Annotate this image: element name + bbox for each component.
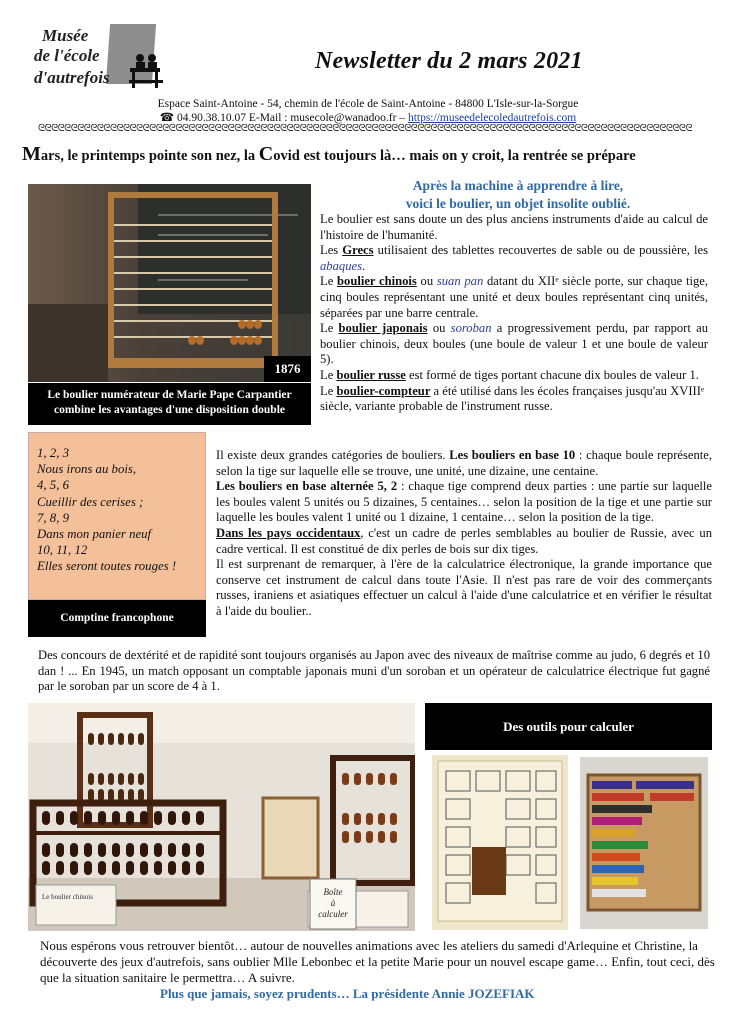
headline-part-1: ars, le printemps pointe son nez, la xyxy=(40,148,259,164)
paragraph-intro: Le boulier est sans doute un des plus anciens instruments d'aide au calcul de l'histoire de l'humanité. xyxy=(320,212,708,242)
comptine-line: 10, 11, 12 xyxy=(37,543,88,558)
signature-line: Plus que jamais, soyez prudents… La présidente Annie JOZEFIAK xyxy=(160,986,535,1001)
postal-address: Espace Saint-Antoine - 54, chemin de l'école de Saint-Antoine - 84800 L'Isle-sur-la-Sorgue xyxy=(157,98,579,110)
box-label-line-1: Boîte xyxy=(323,887,343,897)
abacus-collection-photo xyxy=(28,703,415,931)
comptine-line: 4, 5, 6 xyxy=(37,478,69,493)
subtitle-line-1: Après la machine à apprendre à lire, xyxy=(412,178,624,193)
closing-paragraph: Nous espérons vous retrouver bientôt… autour de nouvelles animations avec les ateliers du samedi d'Arlequine et Christine, la découverte des jeux d'autrefois, sans oublier Mlle Lebonbec et la petite Marie pour un nouvel escape game… Enfin, tout ceci, dès que la situation sanitaire le permettra… A suivre. xyxy=(40,938,715,985)
calculation-board-photo xyxy=(432,755,568,930)
school-desk-icon xyxy=(126,50,166,90)
paragraph-grecs: Les Grecs utilisaient des tablettes recouvertes de sable ou de poussière, les abaques. xyxy=(320,243,708,273)
colored-abacus-photo xyxy=(580,757,708,929)
address-block xyxy=(0,97,736,125)
calculation-board-illustration xyxy=(432,755,568,930)
contact-text: 04.90.38.10.07 E-Mail : musecole@wanadoo.fr – xyxy=(176,112,408,124)
photo-caption xyxy=(28,383,311,425)
phone-icon: ☎ xyxy=(159,112,175,124)
comptine-line: 1, 2, 3 xyxy=(37,446,69,460)
logo-line-1: Musée xyxy=(42,26,89,45)
box-label-line-2: à xyxy=(330,898,336,908)
website-link[interactable]: https://museedelecoledautrefois.com xyxy=(407,112,577,124)
caption-line-2: combine les avantages d'une disposition double xyxy=(53,404,285,416)
contact-line xyxy=(0,111,736,125)
paragraph-japonais: Le boulier japonais ou soroban a progressivement perdu, par rapport au boulier chinois, deux boules (une boule de valeur 1 et une boule de valeur 5). xyxy=(320,321,709,367)
paragraph-categories: Il existe deux grandes catégories de bouliers. Les bouliers en base 10 : chaque boule représente, selon la tige sur laquelle elle se trouve, une unité, une dizaine, une centaine. xyxy=(216,448,713,478)
abacus-collection-illustration xyxy=(28,703,415,931)
abacus-classroom-photo xyxy=(28,184,311,382)
colored-abacus-illustration xyxy=(580,757,708,929)
paragraph-base-alternee: Les bouliers en base alternée 5, 2 : chaque tige comprend deux parties : une partie sur laquelle les boules valent 5 unités ou 5 dizaines, 5 centaines… selon la position de la tige et une partie sur laquelle les boules valent 1 unité ou 1 dizaine, 1 centaine… selon la position de la tige. xyxy=(216,479,712,525)
paragraph-russe: Le boulier russe est formé de tiges portant chacune dix boules de valeur 1. xyxy=(320,367,699,382)
comptine-label: Comptine francophone xyxy=(28,600,206,637)
year-badge: 1876 xyxy=(264,356,311,382)
paragraph-compteur: Le boulier-compteur a été utilisé dans les écoles françaises jusqu'au XVIIIᵉ siècle, variante probable de l'instrument russe. xyxy=(320,383,705,414)
logo-line-3: d'autrefois xyxy=(34,68,110,87)
comptine-line: Elles seront toutes rouges ! xyxy=(37,559,177,574)
ornamental-divider: ᘓᘓᘓᘓᘓᘓᘓᘓᘓᘓᘓᘓᘓᘓᘓᘓᘓᘓᘓᘓᘓᘓᘓᘓᘓᘓᘓᘓᘓᘓᘓᘓᘓᘓᘓᘓᘓᘓᘓᘓᘓᘓᘓᘓᘓᘓᘓᘓᘓᘓᘓᘓᘓᘓᘓᘓᘓᘓᘓᘓᘓᘓᘓᘓᘓᘓᘓᘓᘓᘓᘓᘓᘓᘓᘓᘓᘓᘓᘓᘓᘓᘓᘓᘓᘓᘓᘓᘓᘓᘓᘓᘓᘓᘓᘓᘓᘓᘓᘓᘓ xyxy=(38,124,692,134)
article-subtitle xyxy=(316,177,720,213)
gallery-label: Des outils pour calculer xyxy=(425,703,712,750)
article-text-top xyxy=(320,212,708,415)
newsletter-title: Newsletter du 2 mars 2021 xyxy=(315,48,583,74)
paragraph-asie: Il est surprenant de remarquer, à l'ère de la calculatrice électronique, la grande importance que conserve cet instrument de calcul dans toute l'Asie. Il n'est pas rare de voir des commerçants russes, iraniens et asiatiques effectuer un calcul à l'aide d'une calculatrice et en vérifier le résultat à l'aide du boulier.. xyxy=(216,557,712,618)
headline-initial-m: M xyxy=(22,143,41,165)
box-label-line-3: calculer xyxy=(318,909,348,919)
museum-logo xyxy=(30,20,180,98)
headline-part-2: ovid est toujours là… mais on y croit, la rentrée se prépare xyxy=(273,148,636,164)
comptine-line: Cueillir des cerises ; xyxy=(37,494,144,509)
logo-line-2: de l'école xyxy=(34,46,100,65)
headline-initial-c: C xyxy=(258,143,274,165)
article-text-middle xyxy=(216,448,712,620)
comptine-line: Nous irons au bois, xyxy=(37,462,137,477)
paragraph-concours: Des concours de dextérité et de rapidité sont toujours organisés au Japon avec des niveaux de maîtrise comme au judo, 6 degrés et 10 dan ! ... En 1945, un match opposant un comptable japonais muni d'un soroban et un opérateur de calculatrice électrique fut gagné par le soroban par un score de 4 à 1. xyxy=(38,648,710,694)
paragraph-chinois: Le boulier chinois ou suan pan datant du XIIᵉ siècle porte, sur chaque tige, cinq boules représentant une unité et deux boules représentant cinq unités, séparées par une barre centrale. xyxy=(320,274,708,320)
card-label: Le boulier chinois xyxy=(42,893,93,901)
comptine-box xyxy=(28,432,206,600)
caption-line-1: Le boulier numérateur de Marie Pape Carpantier xyxy=(47,389,292,401)
paragraph-occidentaux: Dans les pays occidentaux, c'est un cadre de perles semblables au boulier de Russie, avec un cadre vertical. Il est constitué de dix perles de bois sur dix tiges. xyxy=(216,525,712,556)
comptine-line: Dans mon panier neuf xyxy=(37,527,152,542)
comptine-line: 7, 8, 9 xyxy=(37,510,69,525)
subtitle-line-2: voici le boulier, un objet insolite oublié. xyxy=(405,196,631,211)
headline xyxy=(22,143,722,166)
